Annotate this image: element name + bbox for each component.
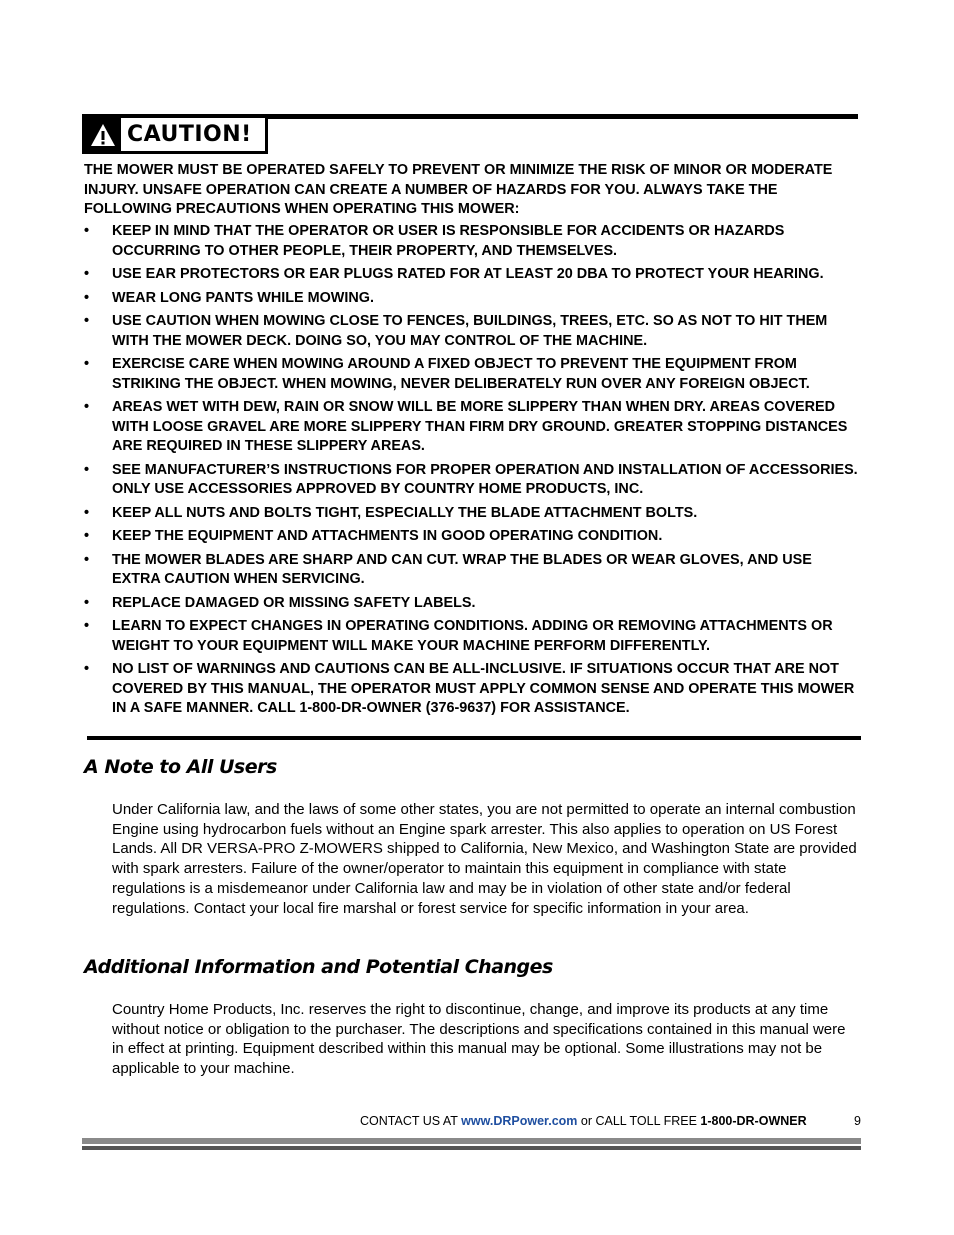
bullet: • (84, 266, 90, 282)
caution-item-text: USE CAUTION WHEN MOWING CLOSE TO FENCES, BUILDINGS, TREES, ETC. SO AS NOT TO HIT THEM WITH THE MOWER DECK. DOING SO, YOU MAY CONTROL OF THE MACHINE. (112, 313, 828, 349)
caution-item (84, 551, 864, 590)
info-body: Country Home Products, Inc. reserves the right to discontinue, change, and improve its products at any time without notice or obligation to the purchaser. The descriptions and specifications contained in this manual were in effect at printing. Equipment described within this manual may be optional. Some illustrations may not be applicable to your machine. (112, 1001, 846, 1078)
bullet: • (84, 356, 90, 372)
caution-item (84, 527, 864, 547)
caution-item (84, 222, 864, 261)
caution-item (84, 265, 864, 285)
note-body: Under California law, and the laws of some other states, you are not permitted to operate an internal combustion Engine using hydrocarbon fuels without an Engine spark arrester. This also applies to operation on US Forest Lands. All DR VERSA-PRO Z-MOWERS shipped to California, New Mexico, and Washington State are provided with spark arresters. Failure of the owner/operator to maintain this equipment in compliance with state regulations is a misdemeanor under California law and may be in violation of other state and/or federal regulations. Contact your local fire marshal or forest service for specific information in your area. (112, 801, 857, 917)
footer-bar (82, 1138, 861, 1144)
caution-item-text: KEEP IN MIND THAT THE OPERATOR OR USER IS RESPONSIBLE FOR ACCIDENTS OR HAZARDS OCCURRING TO OTHER PEOPLE, THEIR PROPERTY, AND THEMSELVES. (112, 223, 785, 259)
caution-item-text: KEEP ALL NUTS AND BOLTS TIGHT, ESPECIALLY THE BLADE ATTACHMENT BOLTS. (112, 504, 698, 521)
caution-item (84, 398, 864, 457)
bullet: • (84, 594, 90, 611)
page-number: 9 (854, 1114, 861, 1128)
caution-item-text: USE EAR PROTECTORS OR EAR PLUGS RATED FOR AT LEAST 20 DBA TO PROTECT YOUR HEARING. (112, 266, 824, 282)
caution-bottom-rule (87, 736, 861, 740)
footer-contact (360, 1114, 807, 1128)
caution-item (84, 617, 864, 656)
website-link[interactable]: www.DRPower.com (461, 1114, 578, 1128)
bullet: • (84, 461, 90, 478)
caution-item (84, 312, 864, 351)
info-heading: Additional Information and Potential Changes (84, 956, 553, 978)
caution-item-text: LEARN TO EXPECT CHANGES IN OPERATING CONDITIONS. ADDING OR REMOVING ATTACHMENTS OR WEIGHT TO YOUR EQUIPMENT WILL MAKE YOUR MACHINE PERFORM DIFFERENTLY. (112, 618, 833, 654)
caution-banner (82, 118, 268, 154)
footer-phone: 1-800-DR-OWNER (700, 1114, 807, 1128)
caution-item-text: NO LIST OF WARNINGS AND CAUTIONS CAN BE ALL-INCLUSIVE. IF SITUATIONS OCCUR THAT ARE NOT COVERED BY THIS MANUAL, THE OPERATOR MUST APPLY COMMON SENSE AND OPERATE THIS MOWER IN A SAFE MANNER. CALL (112, 661, 855, 716)
footer-contact-prefix: CONTACT US AT (360, 1114, 462, 1128)
caution-intro: THE MOWER MUST BE OPERATED SAFELY TO PREVENT OR MINIMIZE THE RISK OF MINOR OR MODERATE INJURY. UNSAFE OPERATION CAN CREATE A NUMBER OF HAZARDS FOR YOU. ALWAYS TAKE THE FOLLOWING PRECAUTIONS WHEN OPERATING THIS MOWER: (84, 162, 833, 217)
caution-item (84, 504, 864, 524)
caution-item-last (84, 660, 864, 719)
caution-item-text: AREAS WET WITH DEW, RAIN OR SNOW WILL BE MORE SLIPPERY THAN WHEN DRY. AREAS COVERED WITH LOOSE GRAVEL ARE MORE SLIPPERY THAN FIRM DRY GROUND. GREATER STOPPING DISTANCES ARE REQUIRED IN THESE SLIPPERY AREAS. (112, 399, 848, 454)
assistance-phone: 1-800-DR-OWNER (376-9637) (299, 700, 497, 716)
bullet: • (84, 313, 90, 329)
caution-item (84, 594, 864, 614)
caution-item (84, 355, 864, 394)
caution-label: CAUTION! (127, 122, 252, 147)
caution-item-text: KEEP THE EQUIPMENT AND ATTACHMENTS IN GOOD OPERATING CONDITION. (112, 528, 663, 544)
caution-item (84, 461, 864, 500)
caution-item-text: WEAR LONG PANTS WHILE MOWING. (112, 289, 374, 306)
bullet: • (84, 399, 90, 415)
caution-list (84, 222, 864, 723)
caution-item-text: REPLACE DAMAGED OR MISSING SAFETY LABELS. (112, 594, 476, 611)
footer-middle: or CALL TOLL FREE (577, 1114, 701, 1128)
bullet: • (84, 618, 90, 634)
bullet: • (84, 551, 90, 568)
bullet: • (84, 223, 90, 239)
caution-item (84, 289, 864, 309)
bullet: • (84, 289, 90, 306)
bullet: • (84, 661, 90, 677)
warning-triangle-icon (85, 118, 121, 151)
footer-bar-lower (82, 1146, 861, 1150)
caution-item-text: THE MOWER BLADES ARE SHARP AND CAN CUT. WRAP THE BLADES OR WEAR GLOVES, AND USE EXTRA CAUTION WHEN SERVICING. (112, 551, 812, 587)
caution-item-text: SEE MANUFACTURER’S INSTRUCTIONS FOR PROPER OPERATION AND INSTALLATION OF ACCESSORIES. ONLY USE ACCESSORIES APPROVED BY COUNTRY HOME PRODUCTS, INC. (112, 461, 858, 497)
bullet: • (84, 504, 90, 521)
caution-item-text: FOR ASSISTANCE. (496, 700, 630, 716)
caution-item-text: EXERCISE CARE WHEN MOWING AROUND A FIXED OBJECT TO PREVENT THE EQUIPMENT FROM STRIKING THE OBJECT. WHEN MOWING, NEVER DELIBERATELY RUN OVER ANY FOREIGN OBJECT. (112, 356, 810, 392)
note-heading: A Note to All Users (84, 756, 277, 778)
bullet: • (84, 528, 90, 544)
